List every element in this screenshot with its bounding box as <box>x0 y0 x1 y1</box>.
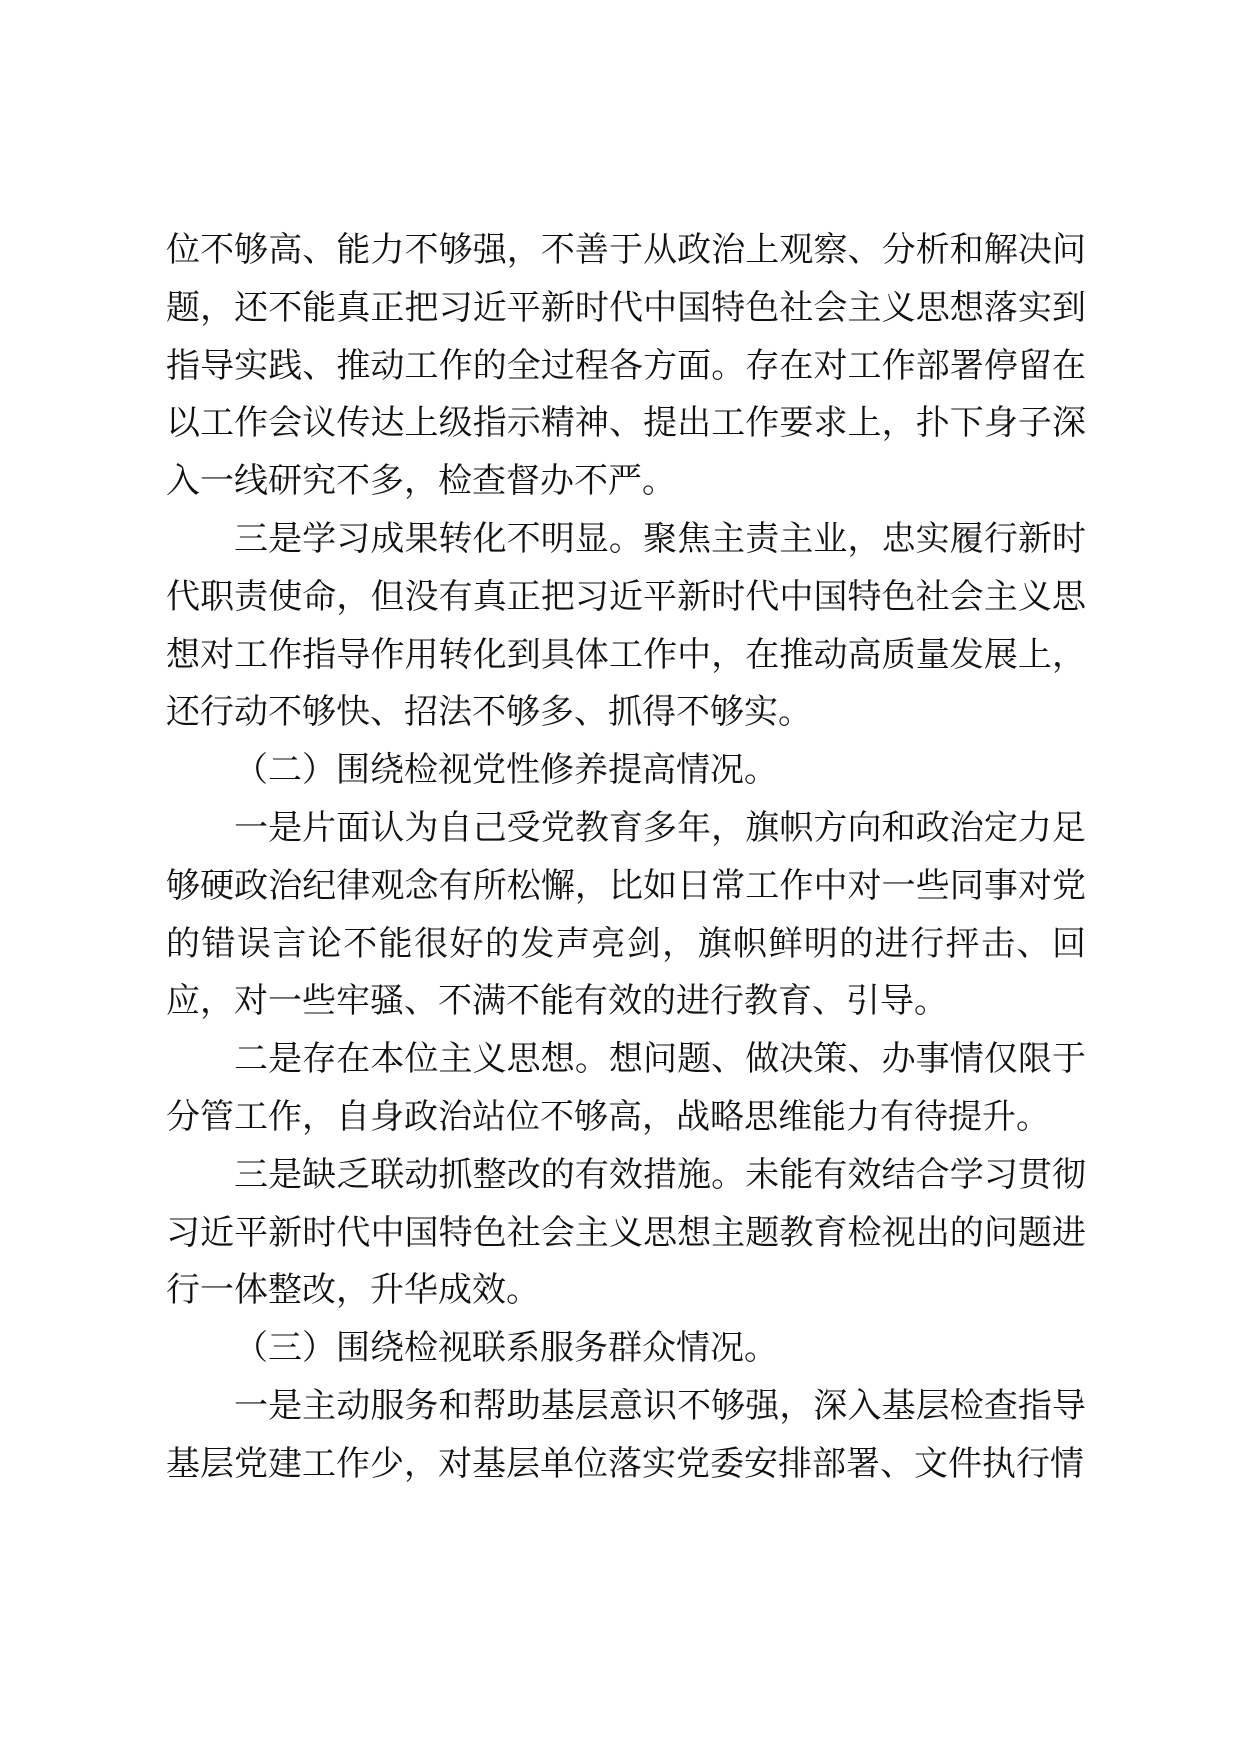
paragraph-point-two-departmentalism: 二是存在本位主义思想。想问题、做决策、办事情仅限于分管工作，自身政治站位不够高，战略思维能力有待提升。 <box>166 1039 1086 1137</box>
paragraph-point-one-service: 一是主动服务和帮助基层意识不够强，深入基层检查指导基层党建工作少，对基层单位落实党委安排部署、文件执行情 <box>166 1385 1086 1484</box>
paragraph-continuation: 位不够高、能力不够强，不善于从政治上观察、分析和解决问题，还不能真正把习近平新时代中国特色社会主义思想落实到指导实践、推动工作的全过程各方面。存在对工作部署停留在以工作会议传达上级指示精神、提出工作要求上，扑下身子深入一线研究不多，检查督办不严。 <box>166 230 1086 502</box>
paragraph-point-three-rectification: 三是缺乏联动抓整改的有效措施。未能有效结合学习贯彻习近平新时代中国特色社会主义思想主题教育检视出的问题进行一体整改，升华成效。 <box>166 1154 1086 1311</box>
section-heading-two: （二）围绕检视党性修养提高情况。 <box>234 750 778 791</box>
document-body <box>166 222 1086 1494</box>
paragraph-point-one-party: 一是片面认为自己受党教育多年，旗帜方向和政治定力足够硬政治纪律观念有所松懈，比如日常工作中对一些同事对党的错误言论不能很好的发声亮剑，旗帜鲜明的进行抨击、回应，对一些牢骚、不满不能有效的进行教育、引导。 <box>166 807 1086 1022</box>
section-heading-three: （三）围绕检视联系服务群众情况。 <box>234 1328 778 1369</box>
paragraph-point-three-learning: 三是学习成果转化不明显。聚焦主责主业，忠实履行新时代职责使命，但没有真正把习近平新时代中国特色社会主义思想对工作指导作用转化到具体工作中，在推动高质量发展上，还行动不够快、招法不够多、抓得不够实。 <box>166 518 1086 733</box>
